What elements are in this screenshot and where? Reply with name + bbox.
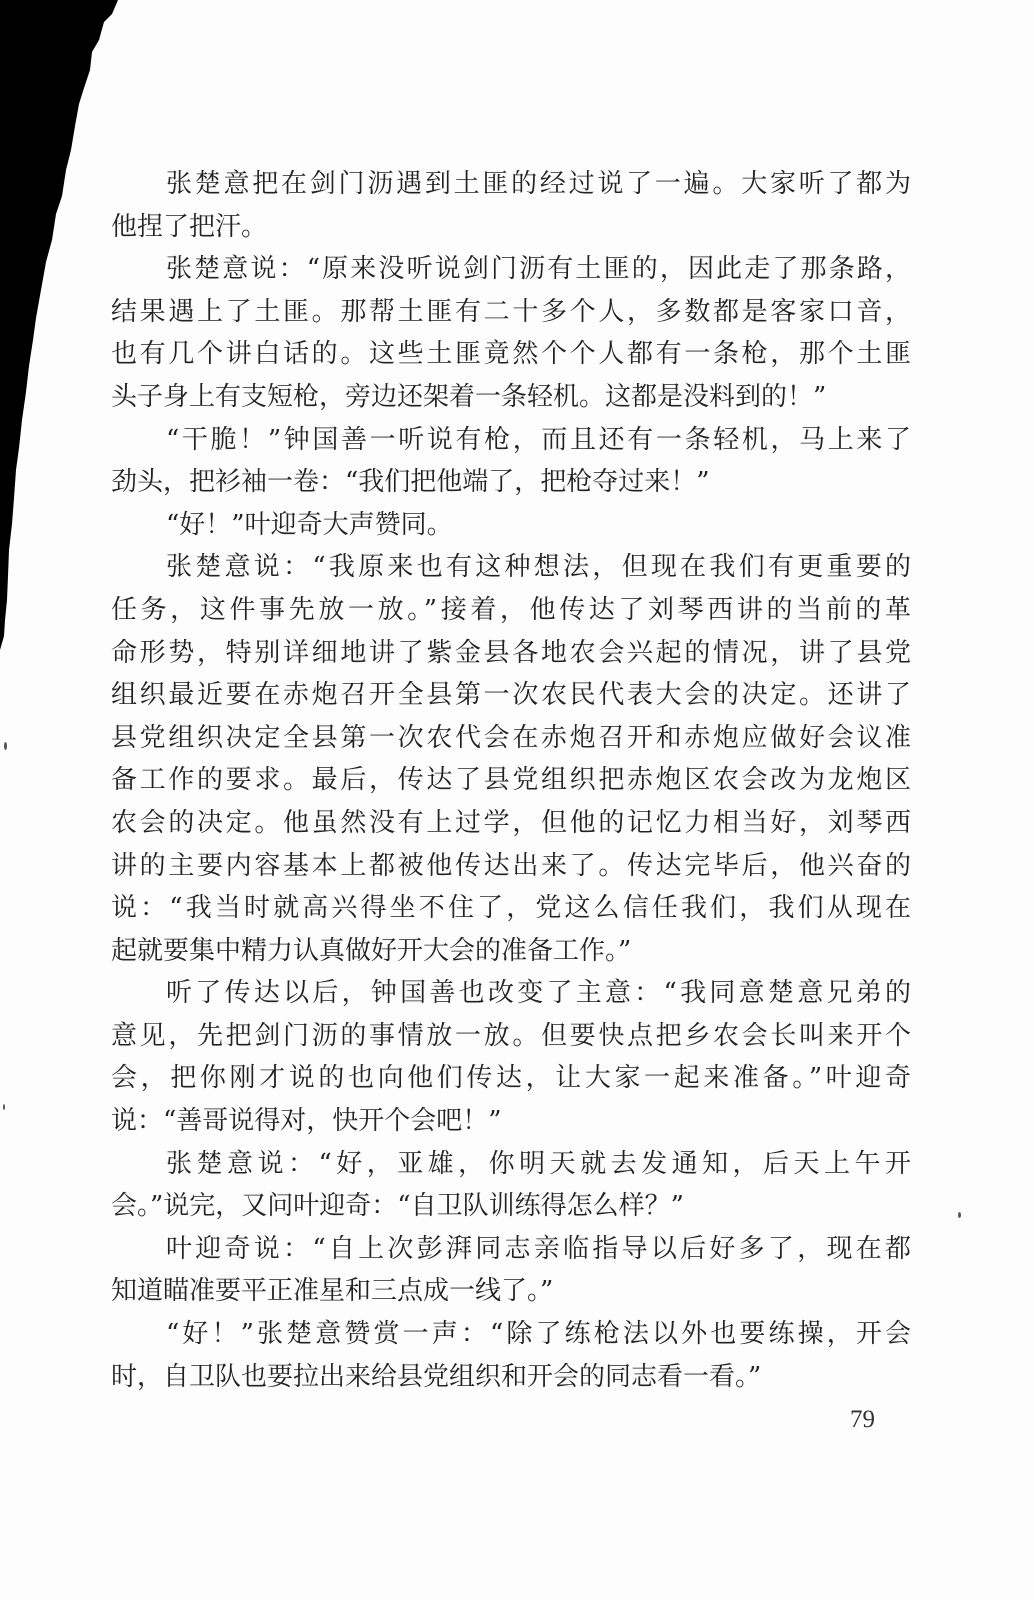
text-line: 讲的主要内容基本上都被他传达出来了。传达完毕后，他兴奋的	[111, 850, 911, 881]
body-text	[111, 163, 911, 1398]
page-number: 79	[850, 1406, 875, 1433]
text-line: 会，把你刚才说的也向他们传达，让大家一起来准备。”叶迎奇	[111, 1063, 911, 1094]
text-line: 县党组织决定全县第一次农代会在赤炮召开和赤炮应做好会议准	[111, 722, 911, 753]
text-line: 说：“善哥说得对，快开个会吧！”	[111, 1106, 502, 1137]
paragraph-first-line: 听了传达以后，钟国善也改变了主意：“我同意楚意兄弟的	[166, 978, 911, 1009]
text-line: 农会的决定。他虽然没有上过学，但他的记忆力相当好，刘琴西	[111, 807, 911, 838]
text-line: 命形势，特别详细地讲了紫金县各地农会兴起的情况，讲了县党	[111, 637, 911, 668]
text-line: 起就要集中精力认真做好开大会的准备工作。”	[111, 935, 632, 966]
paragraph-first-line: 张楚意说：“好，亚雄，你明天就去发通知，后天上午开	[166, 1148, 911, 1179]
paragraph-first-line: “好！”张楚意赞赏一声：“除了练枪法以外也要练操，开会	[166, 1319, 911, 1350]
paragraph-first-line: 叶迎奇说：“自上次彭湃同志亲临指导以后好多了，现在都	[166, 1233, 911, 1264]
text-line: 任务，这件事先放一放。”接着，他传达了刘琴西讲的当前的革	[111, 594, 911, 625]
text-line: 说：“我当时就高兴得坐不住了，党这么信任我们，我们从现在	[111, 893, 911, 924]
text-line: 劲头，把衫袖一卷：“我们把他端了，把枪夺过来！”	[111, 467, 710, 498]
text-line: 也有几个讲白话的。这些土匪竟然个个人都有一条枪，那个土匪	[111, 339, 911, 370]
text-line: 结果遇上了土匪。那帮土匪有二十多个人，多数都是客家口音，	[111, 296, 911, 327]
scan-speck	[3, 1104, 5, 1110]
text-line: 他捏了把汗。	[111, 211, 268, 242]
paragraph-first-line: “干脆！”钟国善一听说有枪，而且还有一条轻机，马上来了	[166, 424, 911, 455]
paragraph-first-line: 张楚意把在剑门沥遇到土匪的经过说了一遍。大家听了都为	[166, 169, 911, 199]
text-line: 知道瞄准要平正准星和三点成一线了。”	[111, 1276, 554, 1307]
text-line: 备工作的要求。最后，传达了县党组织把赤炮区农会改为龙炮区	[111, 765, 911, 796]
text-line: 意见，先把剑门沥的事情放一放。但要快点把乡农会长叫来开个	[111, 1020, 911, 1051]
paragraph-first-line: 张楚意说：“原来没听说剑门沥有土匪的，因此走了那条路，	[166, 254, 911, 285]
text-line: 会。”说完，又问叶迎奇：“自卫队训练得怎么样？”	[111, 1191, 684, 1222]
paragraph-first-line: 张楚意说：“我原来也有这种想法，但现在我们有更重要的	[166, 552, 911, 583]
scan-speck	[958, 1212, 961, 1218]
scan-speck	[4, 742, 7, 750]
paragraph-first-line: “好！”叶迎奇大声赞同。	[166, 509, 453, 540]
text-line: 头子身上有支短枪，旁边还架着一条轻机。这都是没料到的！”	[111, 381, 827, 412]
text-line: 组织最近要在赤炮召开全县第一次农民代表大会的决定。还讲了	[111, 680, 911, 711]
text-line: 时，自卫队也要拉出来给县党组织和开会的同志看一看。”	[111, 1361, 762, 1392]
